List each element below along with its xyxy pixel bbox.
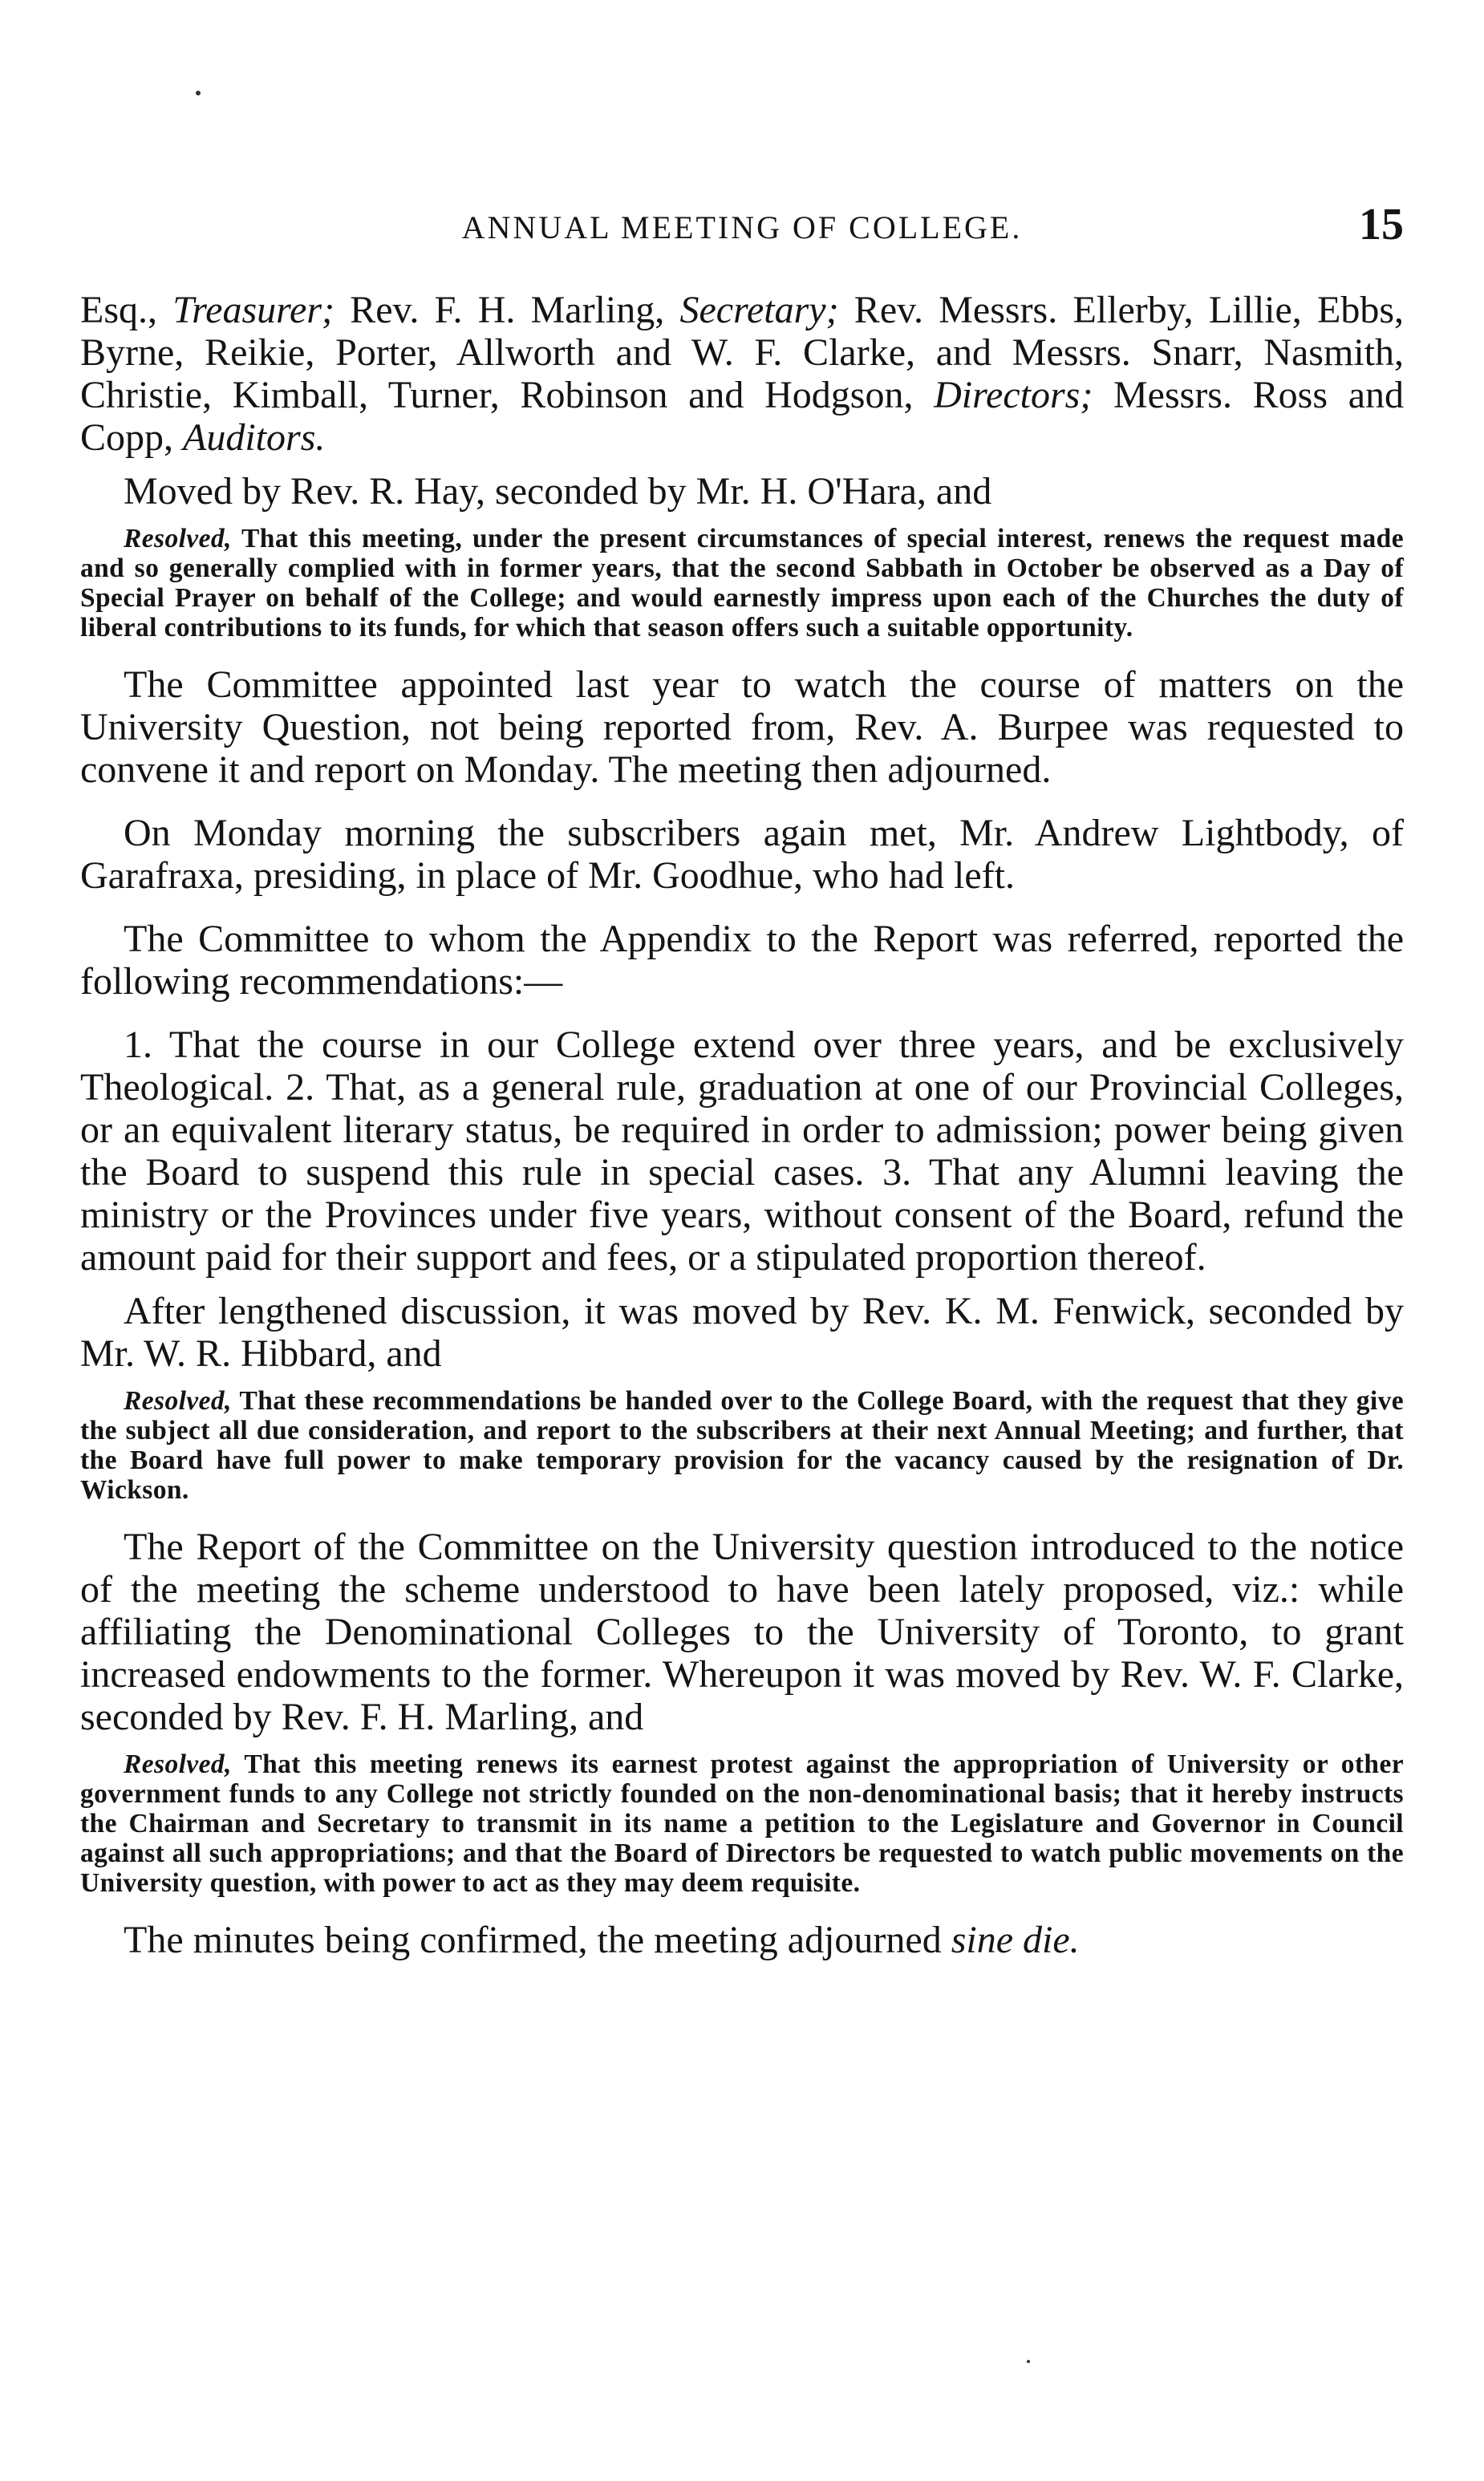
italic-run: Directors; bbox=[934, 374, 1093, 416]
text-run: Messrs. Ross and Copp, bbox=[80, 374, 1405, 459]
resolution-text: That this meeting renews its earnest protest against the appropriation of University or other government funds to any College not strictly founded on the non-denominational basis; that it hereby instructs the Chairman and Secretary to transmit in its name a petition to the Legislature and Governor in Council against all such appropriations; and that the Board of Directors be requested to watch public movements on the University question, with power to act as they may deem requisite. bbox=[80, 1749, 1404, 1898]
paragraph-university-committee: The Committee appointed last year to watch the course of matters on the University Question, not being reported from, Rev. A. Burpee was requested to convene it and report on Monday. The meeting then adjourned. bbox=[80, 663, 1404, 791]
paragraph-officers bbox=[80, 289, 1404, 459]
resolution-recommendations bbox=[80, 1386, 1404, 1505]
text-run: Rev. F. H. Marling, bbox=[335, 289, 680, 331]
print-speck bbox=[1027, 2360, 1030, 2363]
resolved-lead: Resolved, bbox=[124, 1749, 232, 1779]
page-body bbox=[80, 289, 1404, 1961]
page-number: 15 bbox=[1359, 200, 1404, 249]
text-run: Esq., bbox=[80, 289, 173, 331]
italic-run: Auditors. bbox=[183, 416, 326, 459]
text-run: The minutes being confirmed, the meeting adjourned bbox=[124, 1919, 951, 1961]
resolution-protest bbox=[80, 1749, 1404, 1898]
italic-run: Secretary; bbox=[679, 289, 839, 331]
print-speck bbox=[196, 91, 201, 95]
paragraph-monday-meeting: On Monday morning the subscribers again met, Mr. Andrew Lightbody, of Garafraxa, presiding, in place of Mr. Goodhue, who had left. bbox=[80, 812, 1404, 897]
page-header bbox=[80, 202, 1404, 258]
italic-run: Treasurer; bbox=[172, 289, 335, 331]
running-head: ANNUAL MEETING OF COLLEGE. bbox=[461, 209, 1023, 245]
paragraph-motion-hay: Moved by Rev. R. Hay, seconded by Mr. H. O'Hara, and bbox=[124, 470, 992, 513]
resolved-lead: Resolved, bbox=[124, 1386, 232, 1416]
text-run: Rev. Messrs. Ellerby, Lillie, Ebbs, Byrne, Reikie, Porter, Allworth and W. F. Clarke, and Messrs. Snarr, Nasmith, Christie, Kimball, Turner, Robinson and Hodgson, bbox=[80, 289, 1405, 416]
paragraph-motion-fenwick: After lengthened discussion, it was moved by Rev. K. M. Fenwick, seconded by Mr. W. R. Hibbard, and bbox=[80, 1290, 1404, 1375]
resolution-text: That this meeting, under the present circumstances of special interest, renews the request made and so generally complied with in former years, that the second Sabbath in October be observed as a Day of Special Prayer on behalf of the College; and would earnestly impress upon each of the Churches the duty of liberal contributions to its funds, for which that season offers such a suitable opportunity. bbox=[80, 524, 1404, 643]
italic-run: sine die. bbox=[951, 1919, 1080, 1961]
paragraph-university-report: The Report of the Committee on the University question introduced to the notice of the meeting the scheme understood to have been lately proposed, viz.: while affiliating the Denominational Colleges to the University of Toronto, to grant increased endowments to the former. Whereupon it was moved by Rev. W. F. Clarke, seconded by Rev. F. H. Marling, and bbox=[80, 1526, 1404, 1738]
resolution-prayer bbox=[80, 524, 1404, 643]
paragraph-appendix-committee: The Committee to whom the Appendix to the Report was referred, reported the following recommendations:— bbox=[80, 918, 1404, 1003]
resolved-lead: Resolved, bbox=[124, 524, 232, 553]
resolution-text: That these recommendations be handed over to the College Board, with the request that they give the subject all due consideration, and report to the subscribers at their next Annual Meeting; and further, that the Board have full power to make temporary provision for the vacancy caused by the resignation of Dr. Wickson. bbox=[80, 1386, 1404, 1505]
paragraph-adjournment bbox=[80, 1919, 1404, 1961]
paragraph-recommendations: 1. That the course in our College extend over three years, and be exclusively Theological. 2. That, as a general rule, graduation at one of our Provincial Colleges, or an equivalent literary status, be required in order to admission; power being given the Board to suspend this rule in special cases. 3. That any Alumni leaving the ministry or the Provinces under five years, without consent of the Board, refund the amount paid for their support and fees, or a stipulated proportion thereof. bbox=[80, 1024, 1404, 1279]
